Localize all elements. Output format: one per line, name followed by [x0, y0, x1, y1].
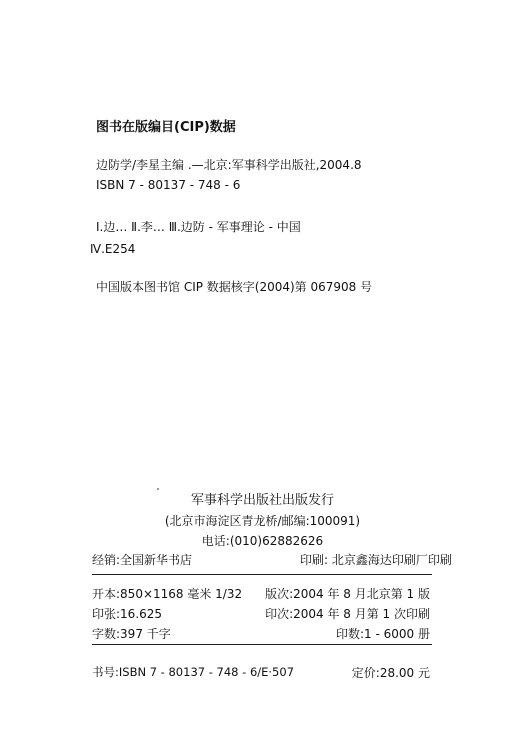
divider-top	[92, 574, 432, 575]
distributor: 经销:全国新华书店	[92, 553, 193, 567]
book-number: 书号:ISBN 7 - 80137 - 748 - 6/E·507	[92, 665, 295, 679]
printer: 印刷: 北京鑫海达印刷厂印刷	[300, 553, 452, 567]
spec-print-run: 印数:1 - 6000 册	[336, 627, 430, 641]
publisher-address: (北京市海淀区青龙桥/邮编:100091)	[164, 514, 361, 528]
cip-line-title-author: 边防学/李星主编 .—北京:军事科学出版社,2004.8	[96, 158, 362, 172]
cip-line-classification: Ⅳ.E254	[90, 242, 136, 256]
divider-bottom	[92, 644, 432, 645]
cip-line-record-number: 中国版本图书馆 CIP 数据核字(2004)第 067908 号	[96, 280, 373, 294]
spec-format: 开本:850×1168 毫米 1/32	[92, 587, 243, 601]
cip-line-subjects: Ⅰ.边… Ⅱ.李… Ⅲ.边防 - 军事理论 - 中国	[96, 220, 301, 234]
spec-sheets: 印张:16.625	[92, 607, 163, 621]
spec-impression: 印次:2004 年 8 月第 1 次印刷	[265, 607, 430, 621]
price: 定价:28.00 元	[351, 666, 430, 680]
cip-title: 图书在版编目(CIP)数据	[96, 120, 236, 135]
speck	[157, 488, 159, 490]
publisher-name: 军事科学出版社出版发行	[190, 493, 334, 508]
cip-line-isbn: ISBN 7 - 80137 - 748 - 6	[96, 178, 241, 192]
spec-words: 字数:397 千字	[92, 627, 171, 641]
spec-edition: 版次:2004 年 8 月北京第 1 版	[265, 587, 430, 601]
publisher-phone: 电话:(010)62882626	[201, 534, 324, 548]
